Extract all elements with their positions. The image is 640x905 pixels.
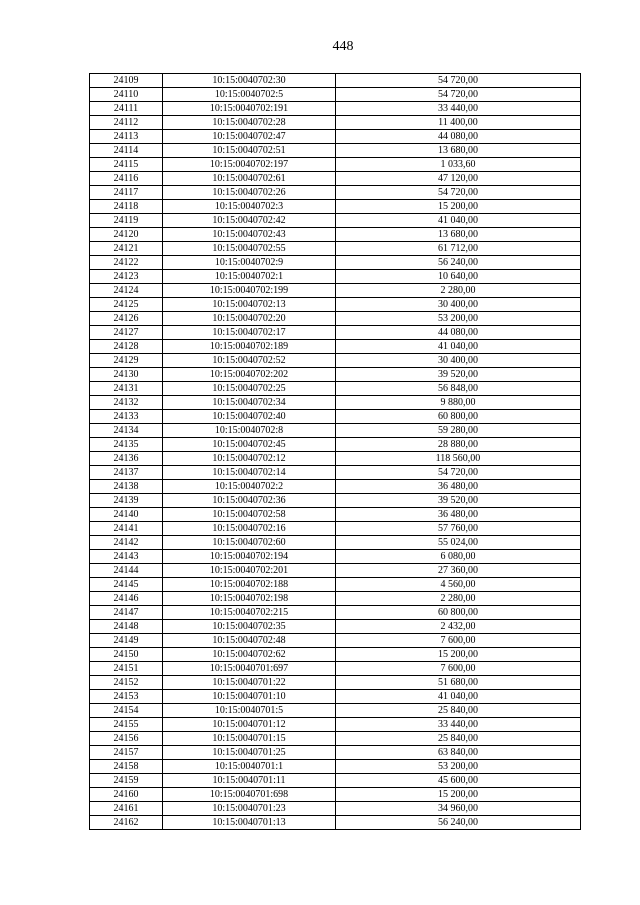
- cadastral-number-cell: 10:15:0040702:194: [163, 550, 336, 564]
- value-cell: 34 960,00: [336, 802, 581, 816]
- table-row: [90, 74, 581, 88]
- row-number-cell: 24154: [90, 704, 163, 718]
- table-row: [90, 270, 581, 284]
- cadastral-number-cell: 10:15:0040702:58: [163, 508, 336, 522]
- cadastral-number-cell: 10:15:0040702:201: [163, 564, 336, 578]
- value-cell: 56 240,00: [336, 256, 581, 270]
- cadastral-number-cell: 10:15:0040702:43: [163, 228, 336, 242]
- value-cell: 53 200,00: [336, 760, 581, 774]
- value-cell: 39 520,00: [336, 494, 581, 508]
- table-row: [90, 102, 581, 116]
- page-number: 448: [332, 39, 354, 54]
- cadastral-number-cell: 10:15:0040702:28: [163, 116, 336, 130]
- row-number-cell: 24143: [90, 550, 163, 564]
- table-row: [90, 550, 581, 564]
- value-cell: 28 880,00: [336, 438, 581, 452]
- row-number-cell: 24127: [90, 326, 163, 340]
- cadastral-number-cell: 10:15:0040702:189: [163, 340, 336, 354]
- cadastral-number-cell: 10:15:0040702:8: [163, 424, 336, 438]
- table-row: [90, 130, 581, 144]
- cadastral-number-cell: 10:15:0040702:25: [163, 382, 336, 396]
- table-row: [90, 186, 581, 200]
- cadastral-number-cell: 10:15:0040702:42: [163, 214, 336, 228]
- table-row: [90, 116, 581, 130]
- value-cell: 39 520,00: [336, 368, 581, 382]
- table-row: [90, 746, 581, 760]
- value-cell: 30 400,00: [336, 354, 581, 368]
- table-row: [90, 690, 581, 704]
- value-cell: 36 480,00: [336, 480, 581, 494]
- table-row: [90, 452, 581, 466]
- cadastral-number-cell: 10:15:0040702:61: [163, 172, 336, 186]
- row-number-cell: 24139: [90, 494, 163, 508]
- table-row: [90, 214, 581, 228]
- value-cell: 9 880,00: [336, 396, 581, 410]
- table-row: [90, 424, 581, 438]
- row-number-cell: 24118: [90, 200, 163, 214]
- table-row: [90, 158, 581, 172]
- row-number-cell: 24119: [90, 214, 163, 228]
- cadastral-number-cell: 10:15:0040701:11: [163, 774, 336, 788]
- row-number-cell: 24125: [90, 298, 163, 312]
- table-row: [90, 564, 581, 578]
- value-cell: 54 720,00: [336, 88, 581, 102]
- value-cell: 7 600,00: [336, 662, 581, 676]
- table-row: [90, 676, 581, 690]
- cadastral-number-cell: 10:15:0040702:9: [163, 256, 336, 270]
- row-number-cell: 24153: [90, 690, 163, 704]
- row-number-cell: 24158: [90, 760, 163, 774]
- cadastral-number-cell: 10:15:0040702:191: [163, 102, 336, 116]
- cadastral-number-cell: 10:15:0040702:13: [163, 298, 336, 312]
- table-row: [90, 480, 581, 494]
- value-cell: 41 040,00: [336, 214, 581, 228]
- cadastral-number-cell: 10:15:0040701:12: [163, 718, 336, 732]
- row-number-cell: 24137: [90, 466, 163, 480]
- cadastral-number-cell: 10:15:0040702:16: [163, 522, 336, 536]
- table-row: [90, 284, 581, 298]
- table-row: [90, 172, 581, 186]
- cadastral-number-cell: 10:15:0040702:12: [163, 452, 336, 466]
- table-row: [90, 732, 581, 746]
- value-cell: 2 280,00: [336, 284, 581, 298]
- table-row: [90, 578, 581, 592]
- row-number-cell: 24149: [90, 634, 163, 648]
- cadastral-number-cell: 10:15:0040702:197: [163, 158, 336, 172]
- table-row: [90, 634, 581, 648]
- value-cell: 118 560,00: [336, 452, 581, 466]
- table-row: [90, 592, 581, 606]
- row-number-cell: 24145: [90, 578, 163, 592]
- table-row: [90, 298, 581, 312]
- cadastral-number-cell: 10:15:0040702:62: [163, 648, 336, 662]
- cadastral-number-cell: 10:15:0040701:697: [163, 662, 336, 676]
- cadastral-number-cell: 10:15:0040702:52: [163, 354, 336, 368]
- row-number-cell: 24156: [90, 732, 163, 746]
- value-cell: 61 712,00: [336, 242, 581, 256]
- cadastral-number-cell: 10:15:0040701:10: [163, 690, 336, 704]
- cadastral-number-cell: 10:15:0040701:25: [163, 746, 336, 760]
- row-number-cell: 24138: [90, 480, 163, 494]
- cadastral-number-cell: 10:15:0040702:3: [163, 200, 336, 214]
- row-number-cell: 24110: [90, 88, 163, 102]
- value-cell: 1 033,60: [336, 158, 581, 172]
- row-number-cell: 24140: [90, 508, 163, 522]
- table-row: [90, 144, 581, 158]
- value-cell: 15 200,00: [336, 648, 581, 662]
- table-row: [90, 326, 581, 340]
- row-number-cell: 24147: [90, 606, 163, 620]
- cadastral-number-cell: 10:15:0040702:20: [163, 312, 336, 326]
- table-row: [90, 760, 581, 774]
- cadastral-number-cell: 10:15:0040702:36: [163, 494, 336, 508]
- value-cell: 4 560,00: [336, 578, 581, 592]
- value-cell: 54 720,00: [336, 74, 581, 88]
- table-row: [90, 228, 581, 242]
- table-body: [90, 74, 581, 830]
- table-row: [90, 704, 581, 718]
- row-number-cell: 24162: [90, 816, 163, 830]
- cadastral-number-cell: 10:15:0040701:698: [163, 788, 336, 802]
- data-table: [89, 73, 581, 830]
- row-number-cell: 24113: [90, 130, 163, 144]
- table-row: [90, 648, 581, 662]
- row-number-cell: 24126: [90, 312, 163, 326]
- value-cell: 60 800,00: [336, 606, 581, 620]
- table-row: [90, 508, 581, 522]
- cadastral-number-cell: 10:15:0040702:26: [163, 186, 336, 200]
- table-row: [90, 816, 581, 830]
- cadastral-number-cell: 10:15:0040702:35: [163, 620, 336, 634]
- cadastral-number-cell: 10:15:0040702:55: [163, 242, 336, 256]
- table-row: [90, 438, 581, 452]
- row-number-cell: 24135: [90, 438, 163, 452]
- table-row: [90, 522, 581, 536]
- row-number-cell: 24133: [90, 410, 163, 424]
- row-number-cell: 24124: [90, 284, 163, 298]
- value-cell: 51 680,00: [336, 676, 581, 690]
- row-number-cell: 24132: [90, 396, 163, 410]
- value-cell: 36 480,00: [336, 508, 581, 522]
- cadastral-number-cell: 10:15:0040702:198: [163, 592, 336, 606]
- row-number-cell: 24142: [90, 536, 163, 550]
- value-cell: 11 400,00: [336, 116, 581, 130]
- row-number-cell: 24129: [90, 354, 163, 368]
- table-row: [90, 788, 581, 802]
- value-cell: 53 200,00: [336, 312, 581, 326]
- value-cell: 57 760,00: [336, 522, 581, 536]
- row-number-cell: 24131: [90, 382, 163, 396]
- value-cell: 15 200,00: [336, 200, 581, 214]
- value-cell: 7 600,00: [336, 634, 581, 648]
- cadastral-number-cell: 10:15:0040702:188: [163, 578, 336, 592]
- table-row: [90, 396, 581, 410]
- value-cell: 45 600,00: [336, 774, 581, 788]
- cadastral-number-cell: 10:15:0040702:34: [163, 396, 336, 410]
- cadastral-number-cell: 10:15:0040702:48: [163, 634, 336, 648]
- value-cell: 60 800,00: [336, 410, 581, 424]
- row-number-cell: 24150: [90, 648, 163, 662]
- table-row: [90, 662, 581, 676]
- value-cell: 10 640,00: [336, 270, 581, 284]
- value-cell: 47 120,00: [336, 172, 581, 186]
- value-cell: 13 680,00: [336, 228, 581, 242]
- cadastral-number-cell: 10:15:0040702:60: [163, 536, 336, 550]
- row-number-cell: 24160: [90, 788, 163, 802]
- table-row: [90, 88, 581, 102]
- row-number-cell: 24123: [90, 270, 163, 284]
- cadastral-number-cell: 10:15:0040702:47: [163, 130, 336, 144]
- value-cell: 33 440,00: [336, 102, 581, 116]
- cadastral-number-cell: 10:15:0040702:199: [163, 284, 336, 298]
- cadastral-number-cell: 10:15:0040702:215: [163, 606, 336, 620]
- table-row: [90, 382, 581, 396]
- cadastral-number-cell: 10:15:0040702:2: [163, 480, 336, 494]
- table-row: [90, 368, 581, 382]
- value-cell: 56 240,00: [336, 816, 581, 830]
- cadastral-number-cell: 10:15:0040701:13: [163, 816, 336, 830]
- cadastral-number-cell: 10:15:0040702:45: [163, 438, 336, 452]
- table-row: [90, 802, 581, 816]
- value-cell: 30 400,00: [336, 298, 581, 312]
- value-cell: 25 840,00: [336, 732, 581, 746]
- value-cell: 44 080,00: [336, 130, 581, 144]
- table-row: [90, 340, 581, 354]
- value-cell: 41 040,00: [336, 690, 581, 704]
- cadastral-number-cell: 10:15:0040702:14: [163, 466, 336, 480]
- cadastral-number-cell: 10:15:0040701:5: [163, 704, 336, 718]
- row-number-cell: 24148: [90, 620, 163, 634]
- row-number-cell: 24144: [90, 564, 163, 578]
- value-cell: 56 848,00: [336, 382, 581, 396]
- row-number-cell: 24128: [90, 340, 163, 354]
- row-number-cell: 24130: [90, 368, 163, 382]
- cadastral-number-cell: 10:15:0040702:1: [163, 270, 336, 284]
- value-cell: 27 360,00: [336, 564, 581, 578]
- cadastral-number-cell: 10:15:0040701:22: [163, 676, 336, 690]
- value-cell: 41 040,00: [336, 340, 581, 354]
- row-number-cell: 24136: [90, 452, 163, 466]
- row-number-cell: 24141: [90, 522, 163, 536]
- cadastral-number-cell: 10:15:0040702:51: [163, 144, 336, 158]
- table-row: [90, 312, 581, 326]
- cadastral-number-cell: 10:15:0040702:30: [163, 74, 336, 88]
- value-cell: 63 840,00: [336, 746, 581, 760]
- cadastral-number-cell: 10:15:0040702:40: [163, 410, 336, 424]
- row-number-cell: 24112: [90, 116, 163, 130]
- table-row: [90, 242, 581, 256]
- value-cell: 33 440,00: [336, 718, 581, 732]
- value-cell: 54 720,00: [336, 186, 581, 200]
- row-number-cell: 24155: [90, 718, 163, 732]
- row-number-cell: 24114: [90, 144, 163, 158]
- table-row: [90, 200, 581, 214]
- row-number-cell: 24117: [90, 186, 163, 200]
- value-cell: 6 080,00: [336, 550, 581, 564]
- row-number-cell: 24152: [90, 676, 163, 690]
- table-row: [90, 606, 581, 620]
- table-row: [90, 536, 581, 550]
- cadastral-number-cell: 10:15:0040701:15: [163, 732, 336, 746]
- row-number-cell: 24151: [90, 662, 163, 676]
- value-cell: 44 080,00: [336, 326, 581, 340]
- row-number-cell: 24121: [90, 242, 163, 256]
- row-number-cell: 24109: [90, 74, 163, 88]
- table-row: [90, 620, 581, 634]
- value-cell: 2 280,00: [336, 592, 581, 606]
- row-number-cell: 24161: [90, 802, 163, 816]
- cadastral-number-cell: 10:15:0040702:5: [163, 88, 336, 102]
- cadastral-number-cell: 10:15:0040702:202: [163, 368, 336, 382]
- row-number-cell: 24159: [90, 774, 163, 788]
- value-cell: 54 720,00: [336, 466, 581, 480]
- cadastral-number-cell: 10:15:0040702:17: [163, 326, 336, 340]
- row-number-cell: 24157: [90, 746, 163, 760]
- row-number-cell: 24116: [90, 172, 163, 186]
- cadastral-number-cell: 10:15:0040701:23: [163, 802, 336, 816]
- row-number-cell: 24134: [90, 424, 163, 438]
- table-row: [90, 354, 581, 368]
- row-number-cell: 24120: [90, 228, 163, 242]
- cadastral-number-cell: 10:15:0040701:1: [163, 760, 336, 774]
- value-cell: 15 200,00: [336, 788, 581, 802]
- value-cell: 59 280,00: [336, 424, 581, 438]
- table-row: [90, 494, 581, 508]
- row-number-cell: 24115: [90, 158, 163, 172]
- value-cell: 25 840,00: [336, 704, 581, 718]
- row-number-cell: 24146: [90, 592, 163, 606]
- table-row: [90, 718, 581, 732]
- row-number-cell: 24111: [90, 102, 163, 116]
- value-cell: 2 432,00: [336, 620, 581, 634]
- value-cell: 55 024,00: [336, 536, 581, 550]
- table-row: [90, 256, 581, 270]
- row-number-cell: 24122: [90, 256, 163, 270]
- table-row: [90, 774, 581, 788]
- table-row: [90, 410, 581, 424]
- value-cell: 13 680,00: [336, 144, 581, 158]
- table-row: [90, 466, 581, 480]
